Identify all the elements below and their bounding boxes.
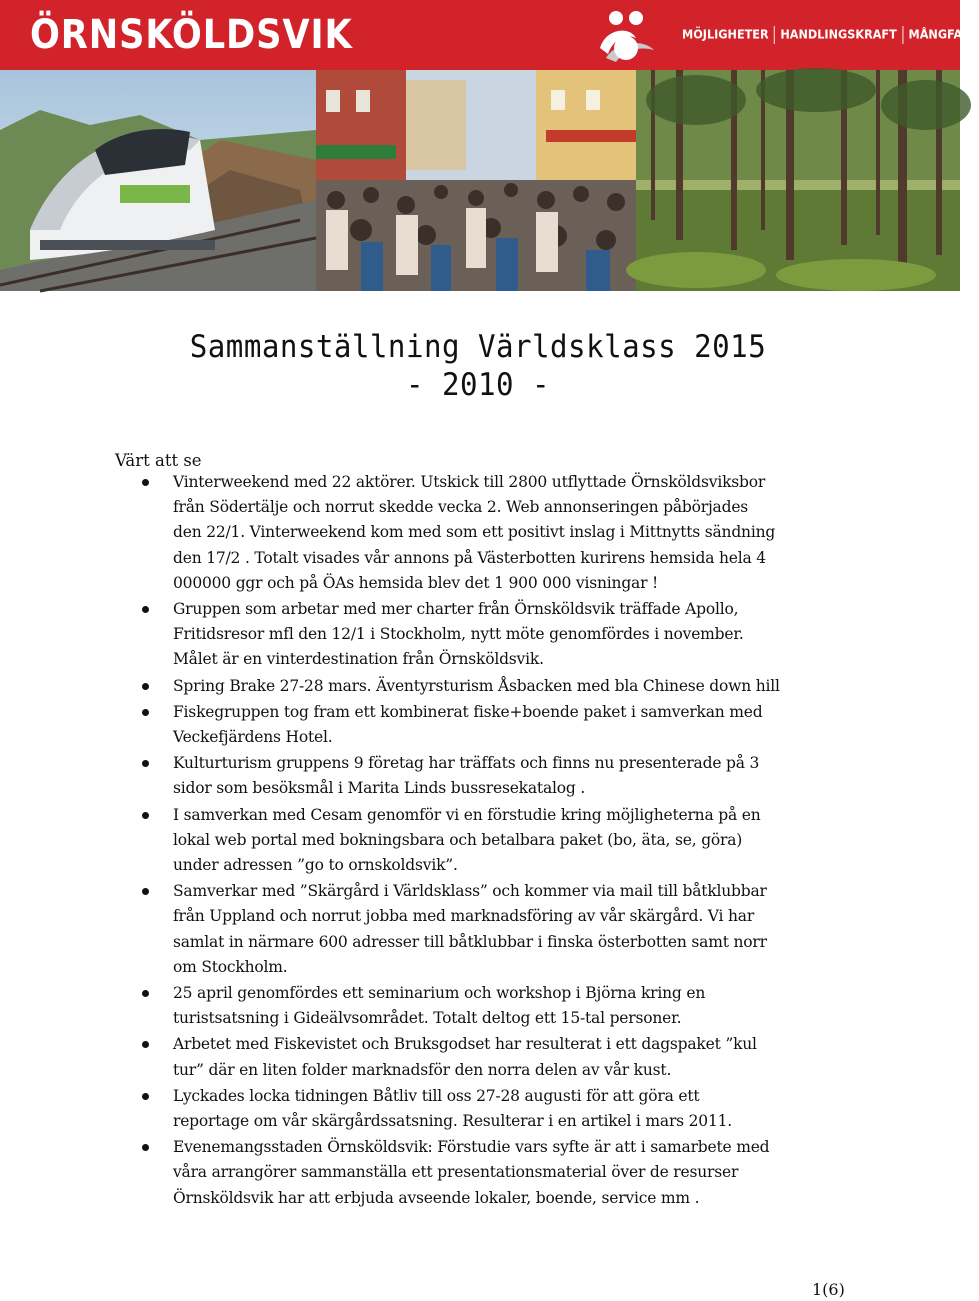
brand-wordmark: ÖRNSKÖLDSVIK bbox=[30, 12, 353, 58]
list-item bbox=[140, 1032, 780, 1082]
list-item-text: Spring Brake 27-28 mars. Äventyrsturism Åsbacken med bla Chinese down hill bbox=[173, 676, 780, 695]
bullet-icon bbox=[142, 1041, 149, 1048]
bullet-icon bbox=[142, 606, 149, 613]
list-item bbox=[140, 597, 780, 673]
bullet-icon bbox=[142, 1144, 149, 1151]
tagline-divider bbox=[774, 26, 775, 44]
list-item bbox=[140, 674, 780, 699]
forest-photo bbox=[636, 70, 960, 291]
bullet-icon bbox=[142, 888, 149, 895]
tagline bbox=[682, 26, 979, 44]
bullet-icon bbox=[142, 479, 149, 486]
header-band bbox=[0, 0, 979, 70]
list-item bbox=[140, 751, 780, 801]
title-line-1: Sammanställning Världsklass 2015 bbox=[189, 329, 767, 365]
tagline-item: MÅNGFALD bbox=[908, 26, 979, 42]
list-item bbox=[140, 803, 780, 879]
bullet-icon bbox=[142, 760, 149, 767]
street-crowd-photo bbox=[316, 70, 636, 291]
list-item bbox=[140, 700, 780, 750]
list-item-text: Fiskegruppen tog fram ett kombinerat fiske+boende paket i samverkan med Veckefjärdens Hotel. bbox=[173, 702, 763, 747]
list-item-text: Vinterweekend med 22 aktörer. Utskick till 2800 utflyttade Örnsköldsviksbor från Södertälje och norrut skedde vecka 2. Web annonseringen påbörjades den 22/1. Vinterweekend kom med som ett positivt inslag i Mittnytts sändning den 17/2 . Totalt visades vår annons på Västerbotten kurirens hemsida hela 4 000000 ggr och på ÖAs hemsida blev det 1 900 000 visningar ! bbox=[173, 473, 776, 592]
list-item-text: Lyckades locka tidningen Båtliv till oss 27-28 augusti för att göra ett reportage om vår skärgårdssatsning. Resulterar i en artikel i mars 2011. bbox=[173, 1086, 733, 1131]
bullet-icon bbox=[142, 683, 149, 690]
bullet-list bbox=[140, 470, 780, 1211]
title-line-2: - 2010 - bbox=[405, 367, 551, 403]
page-number: 1(6) bbox=[812, 1280, 845, 1299]
list-item bbox=[140, 879, 780, 980]
section-heading: Värt att se bbox=[115, 451, 202, 470]
list-item-text: I samverkan med Cesam genomför vi en förstudie kring möjligheterna på en lokal web portal med bokningsbara och betalbara paket (bo, äta, se, göra) under adressen ”go to ornskoldsvik”. bbox=[173, 805, 761, 875]
list-item-text: Evenemangsstaden Örnsköldsvik: Förstudie vars syfte är att i samarbete med våra arrangörer sammanställa ett presentationsmaterial över de resurser Örnsköldsvik har att erbjuda avseende lokaler, boende, service mm . bbox=[173, 1138, 770, 1207]
people-logo-icon bbox=[596, 8, 660, 64]
tagline-item: MÖJLIGHETER bbox=[682, 26, 769, 42]
list-item-text: 25 april genomfördes ett seminarium och workshop i Björna kring en turistsatsning i Gideälvsområdet. Totalt deltog ett 15-tal personer. bbox=[173, 984, 706, 1028]
list-item-text: Samverkar med ”Skärgård i Världsklass” och kommer via mail till båtklubbar från Uppland och norrut jobba med marknadsföring av vår skärgård. Vi har samlat in närmare 600 adresser till båtklubbar i finska österbotten samt norr om Stockholm. bbox=[173, 882, 767, 976]
photo-strip bbox=[0, 70, 960, 291]
tagline-item: HANDLINGSKRAFT bbox=[780, 26, 897, 42]
train-photo bbox=[0, 70, 316, 291]
bullet-icon bbox=[142, 990, 149, 997]
list-item-text: Kulturturism gruppens 9 företag har träffats och finns nu presenterade på 3 sidor som besöksmål i Marita Linds bussresekatalog . bbox=[173, 754, 760, 798]
bullet-icon bbox=[142, 709, 149, 716]
list-item bbox=[140, 1135, 780, 1211]
list-item bbox=[140, 1084, 780, 1134]
list-item-text: Gruppen som arbetar med mer charter från Örnsköldsvik träffade Apollo, Fritidsresor mfl den 12/1 i Stockholm, nytt möte genomfördes i november. Målet är en vinterdestination från Örnsköldsvik. bbox=[173, 600, 744, 669]
list-item-text: Arbetet med Fiskevistet och Bruksgodset har resulterat i ett dagspaket ”kul tur” där en liten folder marknadsför den norra delen av vår kust. bbox=[173, 1035, 757, 1079]
list-item bbox=[140, 470, 780, 596]
bullet-icon bbox=[142, 1093, 149, 1100]
bullet-icon bbox=[142, 812, 149, 819]
tagline-divider bbox=[902, 26, 903, 44]
document-title bbox=[29, 328, 928, 404]
list-item bbox=[140, 981, 780, 1031]
